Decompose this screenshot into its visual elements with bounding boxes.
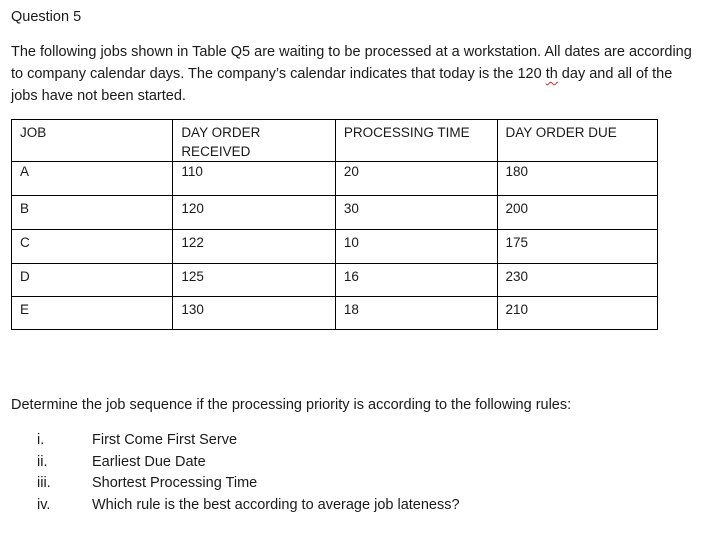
cell-processing: 20: [335, 162, 497, 196]
cell-processing: 18: [335, 297, 497, 330]
cell-processing: 10: [335, 230, 497, 264]
list-text: First Come First Serve: [92, 432, 238, 448]
list-item: [37, 452, 460, 474]
cell-received: 125: [173, 264, 336, 297]
task-prompt: Determine the job sequence if the processing priority is according to the following rules:: [11, 397, 572, 413]
cell-received: 110: [173, 162, 336, 196]
list-number: ii.: [37, 453, 48, 470]
cell-received: 120: [173, 196, 336, 230]
cell-processing: 30: [335, 196, 497, 230]
table-row: [12, 264, 658, 297]
list-number: i.: [37, 432, 45, 448]
jobs-table: [11, 119, 658, 330]
list-text: Earliest Due Date: [92, 453, 206, 470]
question-heading: Question 5: [11, 9, 82, 25]
intro-text: The following jobs shown in Table Q5 are waiting to be processed at a workstation. All dates are according to company calendar days. The company’s calendar indicates that today is the 120: [11, 44, 692, 82]
list-text: Shortest Processing Time: [92, 475, 258, 492]
table-row: [12, 297, 658, 330]
table-row: [12, 196, 658, 230]
list-item: [37, 473, 460, 495]
cell-processing: 16: [335, 264, 497, 297]
spellcheck-ordinal: th: [545, 66, 558, 82]
list-item: [37, 495, 460, 517]
col-header-day-order-received: DAY ORDER RECEIVED: [173, 120, 336, 162]
cell-job: A: [12, 162, 173, 196]
cell-received: 122: [173, 230, 336, 264]
intro-text-end: day and all of the jobs have not been started.: [11, 66, 673, 104]
cell-due: 230: [497, 264, 657, 297]
rules-list: [37, 430, 460, 517]
col-header-day-order-due: DAY ORDER DUE: [497, 120, 657, 162]
table-header-row: [12, 120, 658, 162]
list-text: Which rule is the best according to average job lateness?: [92, 497, 460, 514]
list-item: [37, 430, 460, 452]
cell-job: C: [12, 230, 173, 264]
cell-due: 175: [497, 230, 657, 264]
table-row: [12, 230, 658, 264]
cell-job: E: [12, 297, 173, 330]
cell-received: 130: [173, 297, 336, 330]
list-number: iv.: [37, 497, 51, 514]
cell-due: 180: [497, 162, 657, 196]
cell-due: 200: [497, 196, 657, 230]
col-header-processing-time: PROCESSING TIME: [335, 120, 497, 162]
col-header-job: JOB: [12, 120, 173, 162]
cell-job: B: [12, 196, 173, 230]
cell-job: D: [12, 264, 173, 297]
cell-due: 210: [497, 297, 657, 330]
table-row: [12, 162, 658, 196]
list-number: iii.: [37, 475, 51, 492]
question-intro: [11, 41, 701, 107]
